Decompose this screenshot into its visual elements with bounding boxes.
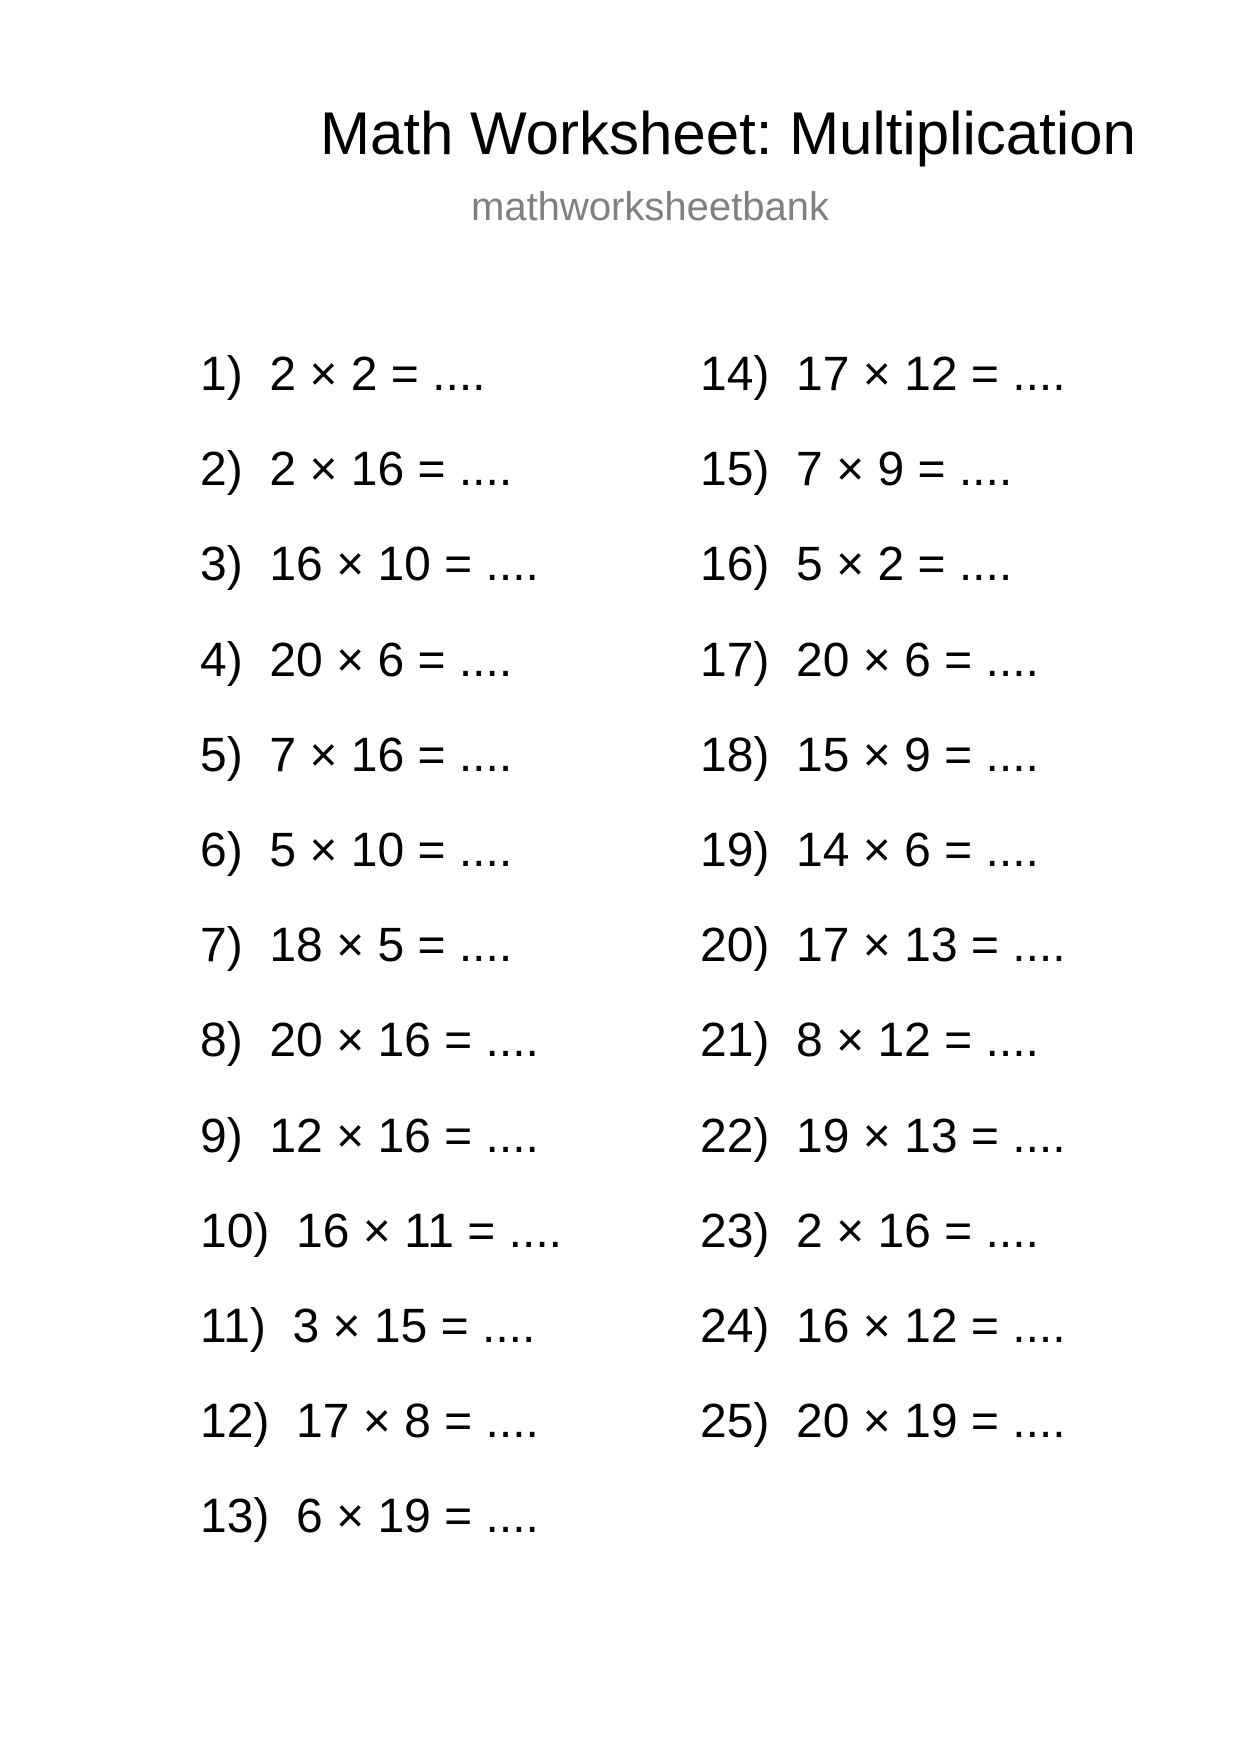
page-subtitle: mathworksheetbank xyxy=(471,185,829,229)
problem-item: 3) 16 × 10 = .... xyxy=(200,538,539,592)
problem-item: 17) 20 × 6 = .... xyxy=(700,633,1039,687)
problem-column-right xyxy=(700,327,1066,1469)
problem-item: 11) 3 × 15 = .... xyxy=(200,1299,536,1353)
page-title: Math Worksheet: Multiplication xyxy=(320,100,1136,167)
problem-item: 1) 2 × 2 = .... xyxy=(200,348,486,401)
problem-item: 8) 20 × 16 = .... xyxy=(200,1014,539,1068)
problem-item: 21) 8 × 12 = .... xyxy=(700,1014,1039,1068)
problem-item: 14) 17 × 12 = .... xyxy=(700,348,1066,401)
problem-item: 9) 12 × 16 = .... xyxy=(200,1109,539,1163)
problem-item: 23) 2 × 16 = .... xyxy=(700,1204,1039,1258)
problem-item: 13) 6 × 19 = .... xyxy=(200,1490,539,1544)
problem-column-left xyxy=(200,327,562,1564)
problem-item: 15) 7 × 9 = .... xyxy=(700,443,1013,497)
problem-item: 18) 15 × 9 = .... xyxy=(700,728,1039,782)
problem-item: 10) 16 × 11 = .... xyxy=(200,1204,563,1258)
problem-item: 6) 5 × 10 = .... xyxy=(200,823,513,877)
problem-item: 5) 7 × 16 = .... xyxy=(200,728,513,782)
problem-item: 4) 20 × 6 = .... xyxy=(200,633,513,687)
problem-item: 25) 20 × 19 = .... xyxy=(700,1395,1066,1449)
problem-item: 16) 5 × 2 = .... xyxy=(700,538,1013,592)
problem-item: 19) 14 × 6 = .... xyxy=(700,823,1039,877)
problem-item: 20) 17 × 13 = .... xyxy=(700,919,1066,973)
problem-item: 12) 17 × 8 = .... xyxy=(200,1395,539,1449)
problem-item: 2) 2 × 16 = .... xyxy=(200,443,513,497)
problem-item: 7) 18 × 5 = .... xyxy=(200,919,513,973)
problem-item: 24) 16 × 12 = .... xyxy=(700,1299,1066,1353)
problem-item: 22) 19 × 13 = .... xyxy=(700,1109,1066,1163)
